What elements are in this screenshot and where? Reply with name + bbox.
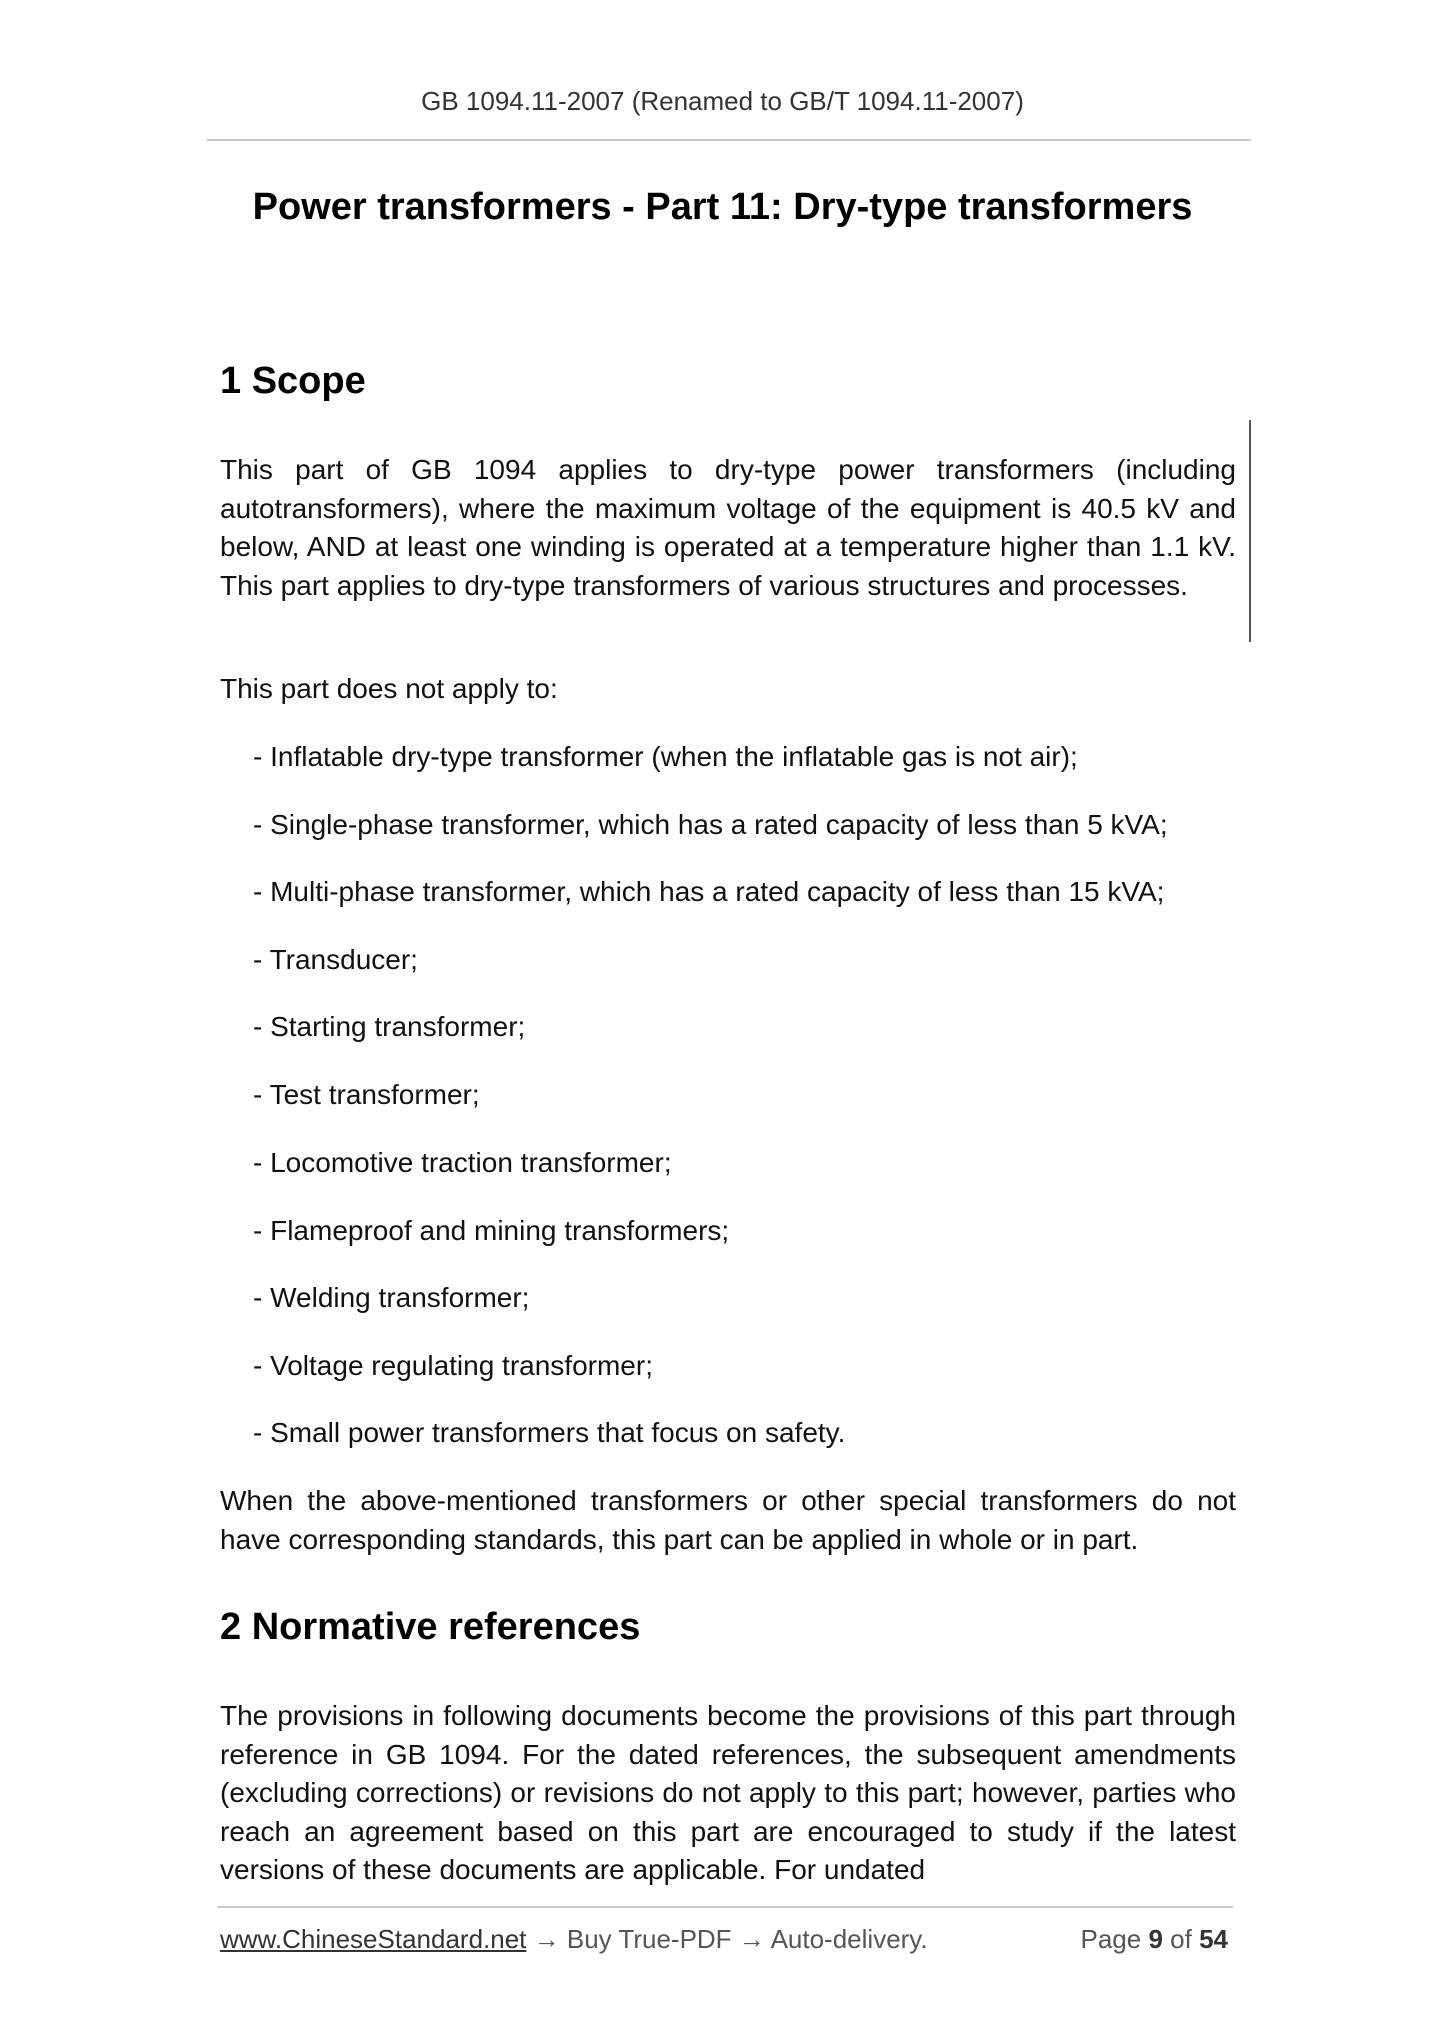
exclusion-item: - Transducer; [253, 944, 418, 975]
exclusion-item: - Starting transformer; [253, 1011, 526, 1042]
footer-promo [220, 1924, 928, 1955]
section-1-heading: 1 Scope [220, 360, 366, 402]
of-label: of [1170, 1924, 1192, 1954]
exclusion-item: - Small power transformers that focus on safety. [253, 1417, 846, 1448]
website-link[interactable]: www.ChineseStandard.net [220, 1924, 527, 1954]
footer-divider [217, 1906, 1233, 1908]
applicability-paragraph: When the above-mentioned transformers or other special transformers do not have corresponding standards, this part can be applied in whole or in part. [220, 1485, 1236, 1555]
revision-change-bar [1249, 420, 1251, 642]
header-divider [207, 139, 1251, 141]
exclusion-item: - Welding transformer; [253, 1282, 530, 1313]
exclusion-item: - Inflatable dry-type transformer (when the inflatable gas is not air); [253, 741, 1078, 772]
exclusion-item: - Multi-phase transformer, which has a rated capacity of less than 15 kVA; [253, 876, 1165, 907]
running-header: GB 1094.11-2007 (Renamed to GB/T 1094.11-2007) [421, 86, 1024, 116]
normative-references-paragraph: The provisions in following documents become the provisions of this part through reference in GB 1094. For the dated references, the subsequent amendments (excluding corrections) or revisions do not apply to this part; however, parties who reach an agreement based on this part are encouraged to study if the latest versions of these documents are applicable. For undated [220, 1700, 1236, 1885]
current-page-number: 9 [1148, 1924, 1163, 1954]
document-title: Power transformers - Part 11: Dry-type transformers [252, 186, 1193, 228]
exclusion-item: - Locomotive traction transformer; [253, 1147, 672, 1178]
not-apply-intro: This part does not apply to: [220, 673, 558, 704]
footer-tagline: → Buy True-PDF → Auto-delivery. [526, 1924, 928, 1954]
total-pages-number: 54 [1199, 1924, 1228, 1954]
scope-paragraph: This part of GB 1094 applies to dry-type power transformers (including autotransformers), where the maximum voltage of the equipment is 40.5 kV and below, AND at least one winding is operated at a temperature higher than 1.1 kV. This part applies to dry-type transformers of various structures and processes. [220, 454, 1236, 601]
exclusion-item: - Flameproof and mining transformers; [253, 1215, 730, 1246]
exclusion-item: - Voltage regulating transformer; [253, 1350, 653, 1381]
page-indicator [1080, 1924, 1228, 1955]
page-label: Page [1080, 1924, 1142, 1954]
exclusion-item: - Single-phase transformer, which has a rated capacity of less than 5 kVA; [253, 809, 1168, 840]
exclusion-item: - Test transformer; [253, 1079, 480, 1110]
section-2-heading: 2 Normative references [220, 1606, 641, 1648]
